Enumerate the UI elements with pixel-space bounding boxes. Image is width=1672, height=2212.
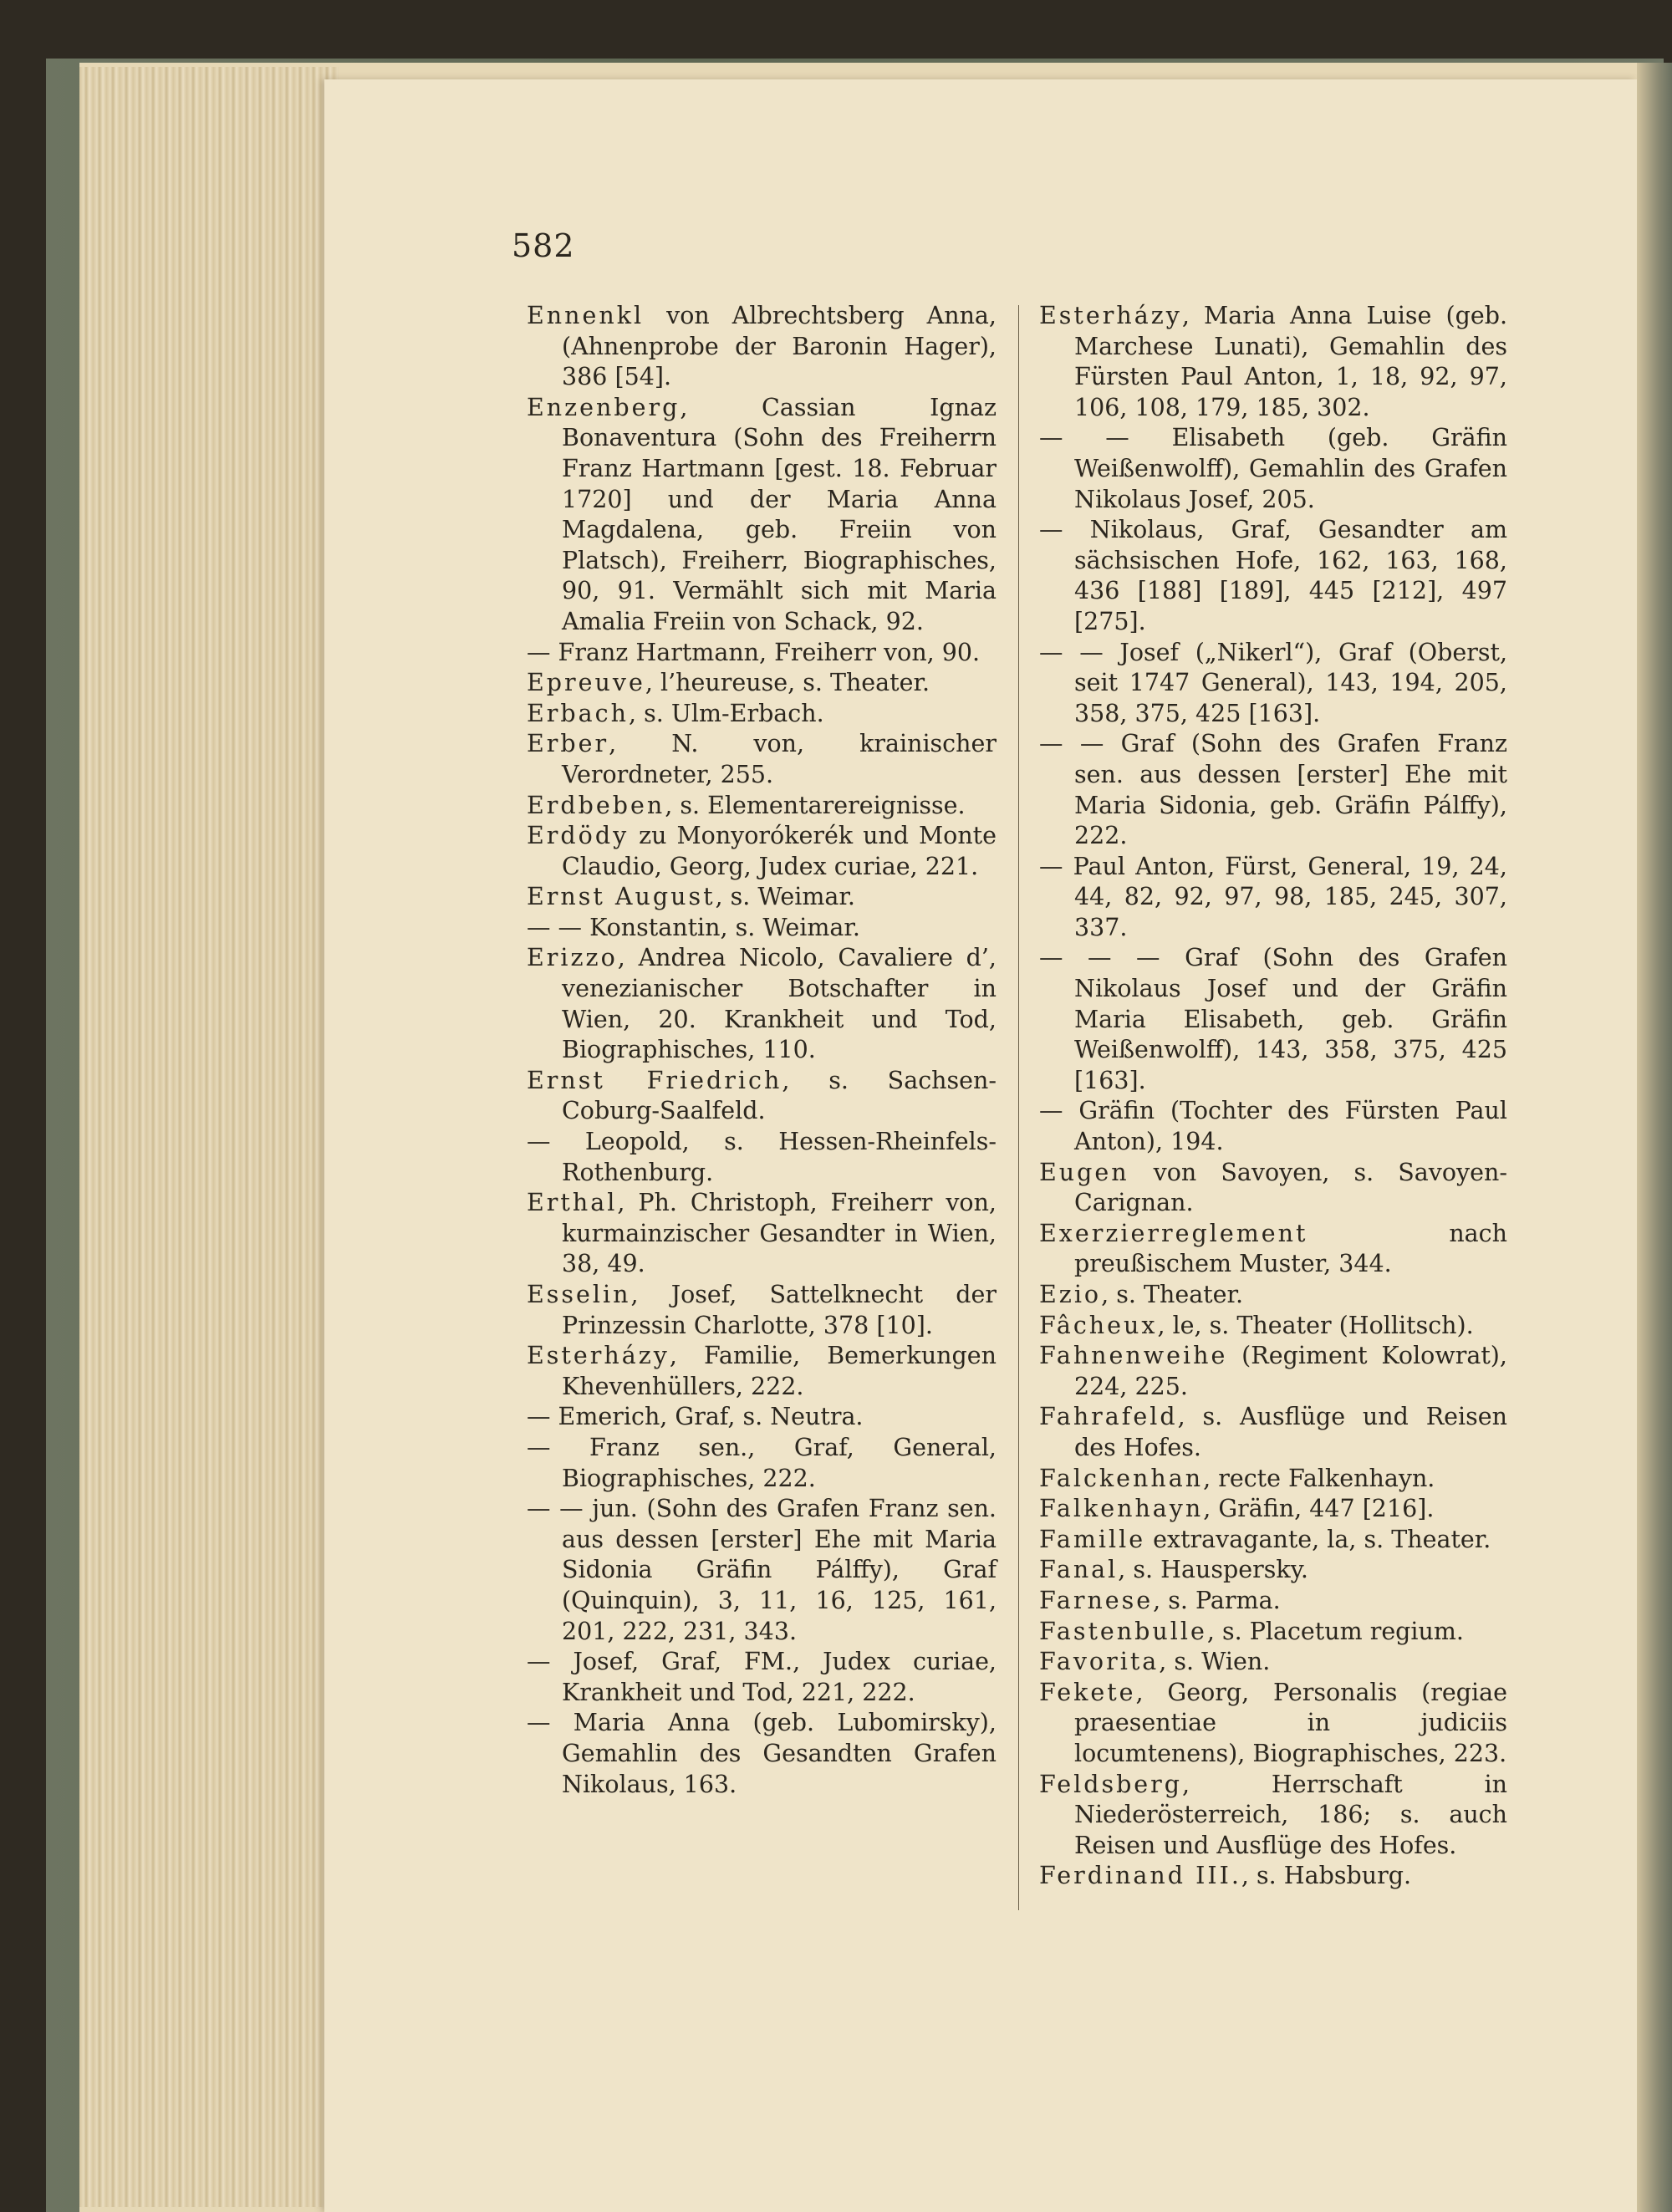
entry-text: , Cassian Ignaz Bonaventura (Sohn des Freiherrn Franz Hartmann [gest. 18. Februar 1720] und der Maria Anna Magdalena, geb. Freiin von Platsch), Freiherr, Biographisches, 90, 91. Vermählt sich mit Maria Amalia Freiin von Schack, 92. [562,393,997,635]
index-entry [1039,1494,1507,1525]
index-entry [1039,1402,1507,1463]
entry-headword: Ferdinand III. [1039,1862,1241,1890]
entry-text: , s. Ausflüge und Reisen des Hofes. [1074,1403,1507,1461]
entry-headword: Esterházy [527,1342,670,1370]
index-entry [1039,1341,1507,1402]
entry-headword: Ernst Friedrich [527,1066,782,1094]
entry-text: , Gräfin, 447 [216]. [1203,1495,1435,1523]
index-entry [1039,1219,1507,1280]
index-entry [527,393,997,638]
index-entry [527,638,997,669]
entry-headword: Famille [1039,1525,1146,1553]
index-entry [1039,1770,1507,1862]
index-entry [527,791,997,822]
index-entry [1039,1280,1507,1311]
entry-text: von Savoyen, s. Savoyen-Carignan. [1074,1158,1507,1217]
entry-headword: Fahrafeld [1039,1403,1178,1431]
entry-text: , N. von, krainischer Verordneter, 255. [562,730,997,788]
index-entry [1039,1158,1507,1219]
index-entry [1039,943,1507,1096]
index-entry [1039,1096,1507,1157]
index-entry [1039,1861,1507,1892]
index-entry [527,1708,997,1800]
entry-headword: Eugen [1039,1158,1129,1186]
index-entry [1039,729,1507,851]
index-entry [527,668,997,699]
index-entry [1039,1555,1507,1586]
entry-text: , Ph. Christoph, Freiherr von, kurmainzischer Gesandter in Wien, 38, 49. [562,1189,997,1278]
index-entry [527,1341,997,1402]
entry-text: , s. Habsburg. [1241,1862,1412,1890]
entry-headword: Erber [527,730,609,758]
index-entry [527,301,997,393]
entry-text: , s. Elementarereignisse. [665,791,966,819]
entry-text: , s. Placetum regium. [1206,1617,1464,1645]
index-entry [1039,1311,1507,1342]
index-entry [527,1280,997,1341]
entry-text: — — Graf (Sohn des Grafen Franz sen. aus dessen [erster] Ehe mit Maria Sidonia, geb. Gräfin Pálffy), 222. [1039,730,1507,850]
entry-headword: Erthal [527,1189,618,1217]
index-entry [1039,1525,1507,1556]
entry-headword: Erdödy [527,822,630,850]
index-entry [527,1494,997,1647]
entry-text: , Georg, Personalis (regiae praesentiae in judiciis locumtenens), Biographisches, 223. [1074,1678,1507,1767]
index-entry [1039,1586,1507,1617]
index-entry [1039,515,1507,637]
entry-text: — Josef, Graf, FM., Judex curiae, Krankheit und Tod, 221, 222. [527,1648,997,1706]
index-entry [1039,1678,1507,1770]
entry-text: , s. Wien. [1159,1648,1271,1676]
entry-headword: Falkenhayn [1039,1495,1204,1523]
index-entry [527,1066,997,1127]
entry-text: — — Elisabeth (geb. Gräfin Weißenwolff), Gemahlin des Grafen Nikolaus Josef, 205. [1039,424,1507,513]
index-column-right [1039,301,1507,1892]
entry-text: , Andrea Nicolo, Cavaliere d’, venezianischer Botschafter in Wien, 20. Krankheit und Tod, Biographisches, 110. [562,944,997,1064]
entry-text: — — Konstantin, s. Weimar. [527,913,860,941]
entry-text: extravagante, la, s. Theater. [1145,1525,1491,1553]
entry-text: , Herrschaft in Niederösterreich, 186; s. auch Reisen und Ausflüge des Hofes. [1074,1770,1507,1859]
index-column-left [527,301,997,1800]
index-entry [527,1188,997,1280]
entry-headword: Esselin [527,1281,631,1308]
index-entry [1039,1617,1507,1648]
entry-text: , Josef, Sattelknecht der Prinzessin Charlotte, 378 [10]. [562,1281,997,1339]
index-entry [1039,638,1507,730]
entry-headword: Epreuve [527,669,645,697]
entry-text: — Nikolaus, Graf, Gesandter am sächsischen Hofe, 162, 163, 168, 436 [188] [189], 445 [212], 497 [275]. [1039,516,1507,635]
entry-headword: Ezio [1039,1281,1102,1308]
entry-headword: Enzenberg [527,393,681,421]
column-divider [1018,305,1019,1910]
entry-text: — — — Graf (Sohn des Grafen Nikolaus Josef und der Gräfin Maria Elisabeth, geb. Gräfin Weißenwolff), 143, 358, 375, 425 [163]. [1039,944,1507,1094]
entry-text: , l’heureuse, s. Theater. [645,669,930,697]
index-entry [1039,1647,1507,1678]
entry-headword: Feldsberg [1039,1770,1183,1798]
index-entry [527,821,997,882]
index-entry [527,1402,997,1433]
entry-text: , recte Falkenhayn. [1203,1464,1435,1492]
entry-text: , Familie, Bemerkungen Khevenhüllers, 222. [562,1342,997,1400]
entry-text: (Regiment Kolowrat), 224, 225. [1074,1342,1507,1400]
entry-text: nach preußischem Muster, 344. [1074,1219,1507,1278]
index-entry [527,1127,997,1188]
entry-text: — Paul Anton, Fürst, General, 19, 24, 44, 82, 92, 97, 98, 185, 245, 307, 337. [1039,852,1507,941]
entry-text: — Emerich, Graf, s. Neutra. [527,1403,864,1431]
entry-text: , le, s. Theater (Hollitsch). [1157,1311,1474,1339]
entry-headword: Esterházy [1039,302,1182,329]
entry-headword: Farnese [1039,1586,1154,1614]
index-entry [527,882,997,913]
index-entry [527,1647,997,1708]
index-entry [527,729,997,790]
entry-headword: Fekete [1039,1678,1136,1706]
index-entry [1039,423,1507,515]
entry-text: von Albrechtsberg Anna, (Ahnenprobe der Baronin Hager), 386 [54]. [562,302,997,391]
index-entry [527,943,997,1065]
entry-text: , s. Hauspersky. [1118,1556,1308,1584]
entry-text: , Maria Anna Luise (geb. Marchese Lunati), Gemahlin des Fürsten Paul Anton, 1, 18, 92, 97, 106, 108, 179, 185, 302. [1074,302,1507,421]
entry-text: — — Josef („Nikerl“), Graf (Oberst, seit 1747 General), 143, 194, 205, 358, 375, 425 [163]. [1039,638,1507,727]
entry-headword: Erizzo [527,944,618,972]
index-entry [1039,301,1507,423]
entry-text: — Franz sen., Graf, General, Biographisches, 222. [527,1433,997,1492]
index-entry [527,699,997,730]
index-entry [527,1433,997,1494]
entry-text: — Maria Anna (geb. Lubomirsky), Gemahlin des Gesandten Grafen Nikolaus, 163. [527,1709,997,1798]
entry-headword: Fahnenweihe [1039,1342,1228,1370]
entry-headword: Fâcheux [1039,1311,1158,1339]
entry-headword: Favorita [1039,1648,1160,1676]
entry-text: , s. Weimar. [715,883,855,911]
entry-text: — — jun. (Sohn des Grafen Franz sen. aus dessen [erster] Ehe mit Maria Sidonia Gräfin Pálffy), Graf (Quinquin), 3, 11, 16, 125, 161, 201, 222, 231, 343. [527,1495,997,1645]
entry-text: , s. Theater. [1101,1281,1244,1308]
entry-text: — Gräfin (Tochter des Fürsten Paul Anton), 194. [1039,1097,1507,1156]
page-number: 582 [512,227,575,264]
entry-headword: Fastenbulle [1039,1617,1207,1645]
entry-headword: Erbach [527,699,629,727]
entry-headword: Exerzierreglement [1039,1219,1308,1247]
index-entry [1039,852,1507,944]
index-entry [527,913,997,944]
right-page-edge [1637,63,1672,2212]
entry-headword: Fanal [1039,1556,1119,1584]
entry-text: — Franz Hartmann, Freiherr von, 90. [527,638,981,666]
entry-text: , s. Sachsen-Coburg-Saalfeld. [562,1066,997,1125]
entry-text: — Leopold, s. Hessen-Rheinfels-Rothenburg. [527,1128,997,1186]
entry-headword: Erdbeben [527,791,665,819]
entry-text: , s. Ulm-Erbach. [628,699,824,727]
index-entry [1039,1464,1507,1495]
page-edges [79,67,339,2207]
entry-headword: Ernst August [527,883,716,911]
entry-text: zu Monyorókerék und Monte Claudio, Georg, Judex curiae, 221. [562,822,997,880]
entry-headword: Ennenkl [527,302,645,329]
entry-text: , s. Parma. [1153,1586,1281,1614]
entry-headword: Falckenhan [1039,1464,1204,1492]
